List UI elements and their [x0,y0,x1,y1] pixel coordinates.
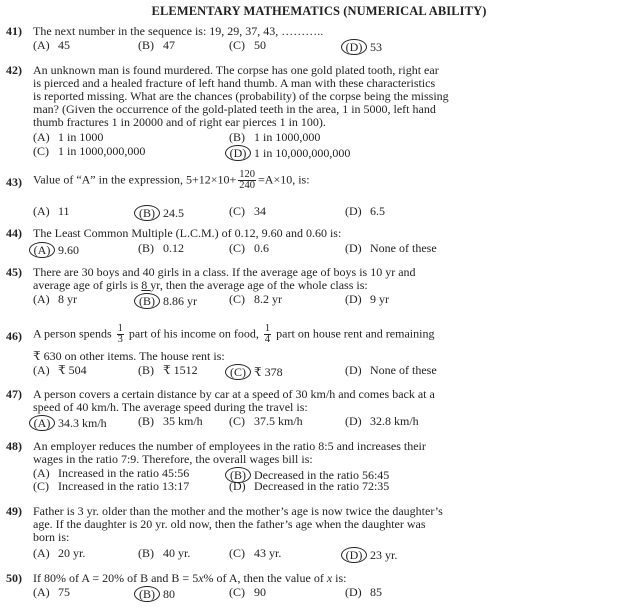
question-number: 48) [6,439,22,453]
options [33,145,634,158]
question-text: Value of “A” in the expression, 5+12×10+ $\frac{120}{240}$ =A×10, is: [33,169,310,191]
question-number: 41) [6,24,22,38]
option-b-answer: (B) 24.5 [138,205,184,221]
option-b: (B) 40 yr. [138,546,191,560]
option-b: (B) 47 [138,38,175,52]
fraction: $\frac{1}{4}$ [264,323,271,345]
option-d: (D) None of these [345,241,437,255]
question-number: 49) [6,504,22,518]
option-d: (D) 6.5 [345,204,385,218]
option-b: (B) ₹ 1512 [138,363,198,377]
option-d: (D) 32.8 km/h [345,414,419,428]
option-b: (B) 0.12 [138,241,184,255]
options [33,293,634,306]
question-number: 42) [6,63,22,77]
options [33,415,634,428]
option-a-answer: (A) 9.60 [33,242,79,258]
options [33,480,634,493]
options [33,547,634,560]
options [33,586,634,599]
option-a-answer: (A) 34.3 km/h [33,415,107,431]
option-d: (D) None of these [345,363,437,377]
option-c: (C) 34 [229,204,266,218]
option-d-answer: (D) 53 [345,39,382,55]
question-number: 46) [6,329,22,343]
option-a: (A) 45 [33,38,70,52]
options [33,131,634,144]
option-a: (A) 11 [33,204,70,218]
option-b-answer: (B) 80 [138,586,175,602]
option-c: (C) 90 [229,585,266,599]
question-text: Father is 3 yr. older than the mother and the mother’s age is now twice the daughter’s age. If the daughter is 20 yr. old now, then the father’s age when the daughter was born is: [33,504,443,544]
fraction: $\frac{1}{3}$ [117,323,123,345]
question-number: 47) [6,387,22,401]
option-d: (D) 9 yr [345,292,389,306]
options [33,205,634,218]
option-d: (D) 85 [345,585,382,599]
question-text: There are 30 boys and 40 girls in a class. If the average age of boys is 10 yr and average age of girls is 8 yr, then the average age of the whole class is: [33,265,416,292]
option-c: (C) 1 in 1000,000,000 [33,144,146,158]
page-title: ELEMENTARY MATHEMATICS (NUMERICAL ABILITY) [151,4,487,18]
question-text-line2: ₹ 630 on other items. The house rent is: [33,349,225,363]
question-text: A person spends $\frac{1}{3}$ part of his income on food, $\frac{1}{4}$ part on house rent and remaining [33,323,435,345]
option-a: (A) ₹ 504 [33,363,87,377]
question-number: 45) [6,265,22,279]
options [33,242,634,255]
option-a: (A) Increased in the ratio 45:56 [33,466,190,480]
question-text: A person covers a certain distance by car at a speed of 30 km/h and comes back at a speed of 40 km/h. The average speed during the travel is: [33,387,435,414]
option-b-answer: (B) Decreased in the ratio 56:45 [229,467,389,483]
question-text: An unknown man is found murdered. The corpse has one gold plated tooth, right ear is pierced and a healed fracture of left hand thumb. A man with these characteristics is reported missing. What are the chances (probability) of the corpse being the missing man? (Given the occurrence of the gold-plated teeth in the area, 1 in 5000, left hand thumb fractures 1 in 20000 and of right ear pierces 1 in 100). [33,63,449,129]
option-c: (C) 43 yr. [229,546,282,560]
question-number: 50) [6,571,22,585]
question-text: The Least Common Multiple (L.C.M.) of 0.12, 9.60 and 0.60 is: [33,226,342,240]
option-b: (B) 35 km/h [138,414,203,428]
option-d: (D) Decreased in the ratio 72:35 [229,479,390,493]
option-a: (A) 1 in 1000 [33,130,104,144]
options [33,39,634,52]
option-d-answer: (D) 23 yr. [345,547,397,563]
option-c: (C) 8.2 yr [229,292,282,306]
question-text: If 80% of A = 20% of B and B = 5x% of A, then the value of x is: [33,571,347,585]
option-a: (A) 8 yr [33,292,77,306]
option-c-answer: (C) ₹ 378 [229,364,283,380]
option-b-answer: (B) 8.86 yr [138,293,197,309]
option-c: (C) 37.5 km/h [229,414,303,428]
option-c: (C) 0.6 [229,241,269,255]
question-number: 43) [6,175,22,189]
fraction: $\frac{120}{240}$ [239,169,256,191]
option-d-answer: (D) 1 in 10,000,000,000 [229,145,350,161]
option-a: (A) 75 [33,585,70,599]
question-text: An employer reduces the number of employees in the ratio 8:5 and increases their wages in the ratio 7:9. Therefore, the overall wages bill is: [33,439,426,466]
option-c: (C) Increased in the ratio 13:17 [33,479,190,493]
question-text: The next number in the sequence is: 19, 29, 37, 43, ……….. [33,24,324,38]
question-number: 44) [6,226,22,240]
option-c: (C) 50 [229,38,266,52]
option-b: (B) 1 in 1000,000 [229,130,321,144]
option-a: (A) 20 yr. [33,546,86,560]
options [33,364,634,377]
